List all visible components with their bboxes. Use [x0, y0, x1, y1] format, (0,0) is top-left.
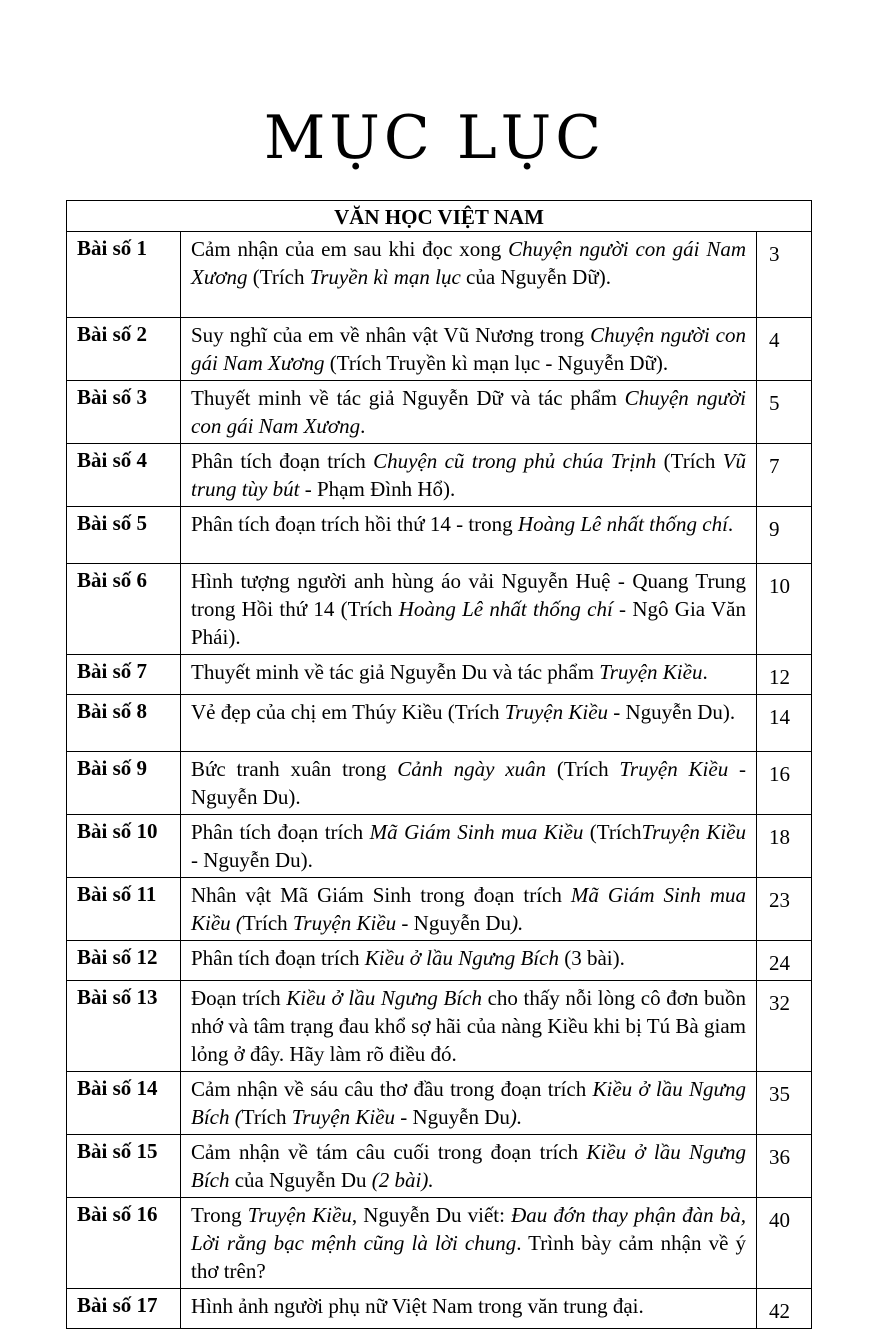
entry-title-italic: Hoàng Lê nhất thống chí [398, 597, 613, 621]
entry-title-italic: Hoàng Lê nhất thống chí [517, 512, 728, 536]
entry-label: Bài số 3 [67, 381, 181, 444]
entry-title-text: (Trích [546, 757, 620, 781]
entry-page-number: 35 [757, 1072, 812, 1135]
entry-title [181, 655, 757, 695]
entry-title-text: . Trình bày cảm nhận về ý thơ trên? [191, 1231, 746, 1283]
entry-title-italic: Đau đớn thay phận đàn bà, Lời rằng bạc mệnh cũng là lời chung [191, 1203, 746, 1255]
entry-title-text: - Nguyễn Du). [191, 757, 747, 809]
entry-label: Bài số 17 [67, 1289, 181, 1329]
entry-title-italic: ). [511, 911, 524, 935]
entry-title [181, 1072, 757, 1135]
entry-label: Bài số 2 [67, 318, 181, 381]
entry-title [181, 1198, 757, 1289]
entry-title [181, 318, 757, 381]
entry-title-text: của Nguyễn Dữ). [460, 265, 611, 289]
entry-title-italic: (2 bài). [371, 1168, 434, 1192]
entry-label: Bài số 11 [67, 878, 181, 941]
toc-entry-row [67, 815, 812, 878]
entry-label: Bài số 6 [67, 564, 181, 655]
entry-page-number: 23 [757, 878, 812, 941]
entry-title-text: Nhân vật Mã Giám Sinh trong đoạn trích [191, 883, 571, 907]
toc-entry-row [67, 381, 812, 444]
entry-title [181, 981, 757, 1072]
toc-entry-row [67, 232, 812, 318]
entry-title-text: (Trích [656, 449, 723, 473]
entry-title-text: Hình tượng người anh hùng áo vải Nguyễn Huệ - Quang Trung trong Hồi thứ 14 (Trích [191, 569, 746, 621]
entry-title-text: Đoạn trích [191, 986, 287, 1010]
entry-label: Bài số 15 [67, 1135, 181, 1198]
entry-label: Bài số 5 [67, 507, 181, 564]
entry-title-text: Phân tích đoạn trích [191, 820, 370, 844]
entry-label: Bài số 9 [67, 752, 181, 815]
entry-title [181, 1289, 757, 1329]
entry-title-text: - Nguyễn Du). [608, 700, 736, 724]
entry-title-text: của Nguyễn Du [229, 1168, 372, 1192]
entry-title-text: Phân tích đoạn trích hồi thứ 14 - trong [191, 512, 518, 536]
entry-title [181, 232, 757, 318]
entry-page-number: 36 [757, 1135, 812, 1198]
entry-title-italic: Truyền kì mạn lục [309, 265, 461, 289]
entry-title-text: (Trích Truyền kì mạn lục - Nguyễn Dữ). [324, 351, 669, 375]
toc-entry-row [67, 507, 812, 564]
entry-title-italic: Kiều ở lầu Ngưng Bích ( [191, 1077, 746, 1129]
toc-entry-row [67, 752, 812, 815]
entry-page-number: 7 [757, 444, 812, 507]
toc-entry-row [67, 564, 812, 655]
entry-label: Bài số 1 [67, 232, 181, 318]
entry-title-text: , Nguyễn Du viết: [351, 1203, 512, 1227]
toc-entry-row [67, 655, 812, 695]
entry-title-text: Trích [242, 911, 293, 935]
toc-entry-row [67, 941, 812, 981]
entry-title-italic: Chuyện cũ trong phủ chúa Trịnh [373, 449, 657, 473]
entry-title-italic: Mã Giám Sinh mua Kiều ( [191, 883, 746, 935]
entry-title-text: . [727, 512, 734, 536]
entry-title-text: Vẻ đẹp của chị em Thúy Kiều (Trích [191, 700, 505, 724]
entry-title-italic: Truyện Kiều [599, 660, 703, 684]
entry-title-text: . [360, 414, 366, 438]
entry-title-text: - Ngô Gia Văn Phái). [191, 597, 746, 649]
entry-title-italic: Chuyện người con gái Nam Xương [191, 386, 746, 438]
entry-title-text: . [702, 660, 708, 684]
entry-label: Bài số 7 [67, 655, 181, 695]
entry-title-text: Trong [191, 1203, 248, 1227]
toc-table [66, 200, 812, 1329]
entry-title [181, 507, 757, 564]
toc-entry-row [67, 318, 812, 381]
entry-title [181, 564, 757, 655]
entry-title-italic: Kiều ở lầu Ngưng Bích [191, 1140, 746, 1192]
entry-title-italic: Mã Giám Sinh mua Kiều [369, 820, 584, 844]
entry-title-italic: Truyện Kiều [247, 1203, 352, 1227]
entry-title-text: (Trích [583, 820, 642, 844]
toc-entry-row [67, 1198, 812, 1289]
entry-title [181, 752, 757, 815]
entry-title [181, 444, 757, 507]
entry-page-number: 40 [757, 1198, 812, 1289]
entry-title-text: - Nguyễn Du [396, 911, 512, 935]
entry-title-text: - Phạm Đình Hổ). [299, 477, 456, 501]
toc-entry-row [67, 981, 812, 1072]
entry-title [181, 1135, 757, 1198]
entry-label: Bài số 14 [67, 1072, 181, 1135]
entry-page-number: 5 [757, 381, 812, 444]
entry-label: Bài số 8 [67, 695, 181, 752]
entry-title-italic: Chuyện người con gái Nam Xương [191, 237, 746, 289]
entry-page-number: 12 [757, 655, 812, 695]
section-row [67, 201, 812, 232]
toc-entry-row [67, 878, 812, 941]
entry-page-number: 42 [757, 1289, 812, 1329]
entry-title-text: Phân tích đoạn trích [191, 946, 365, 970]
entry-title-italic: Cảnh ngày xuân [397, 757, 547, 781]
entry-title-italic: Chuyện người con gái Nam Xương [191, 323, 747, 375]
entry-title-text: (3 bài). [558, 946, 625, 970]
entry-label: Bài số 13 [67, 981, 181, 1072]
entry-title-italic: Truyện Kiều [641, 820, 747, 844]
entry-page-number: 3 [757, 232, 812, 318]
entry-title-text: Hình ảnh người phụ nữ Việt Nam trong văn trung đại. [191, 1294, 644, 1318]
toc-entry-row [67, 1289, 812, 1329]
entry-title-text: - Nguyễn Du [394, 1105, 510, 1129]
entry-page-number: 9 [757, 507, 812, 564]
section-heading: VĂN HỌC VIỆT NAM [67, 201, 812, 232]
entry-title [181, 695, 757, 752]
entry-title-italic: Truyện Kiều [619, 757, 729, 781]
entry-page-number: 14 [757, 695, 812, 752]
toc-entry-row [67, 444, 812, 507]
entry-title-text: Bức tranh xuân trong [191, 757, 398, 781]
page-title: MỤC LỤC [263, 103, 606, 173]
entry-title-italic: ). [509, 1105, 523, 1129]
entry-title-text: Cảm nhận về sáu câu thơ đầu trong đoạn trích [191, 1077, 593, 1101]
toc-body [67, 201, 812, 1329]
entry-label: Bài số 12 [67, 941, 181, 981]
toc-entry-row [67, 695, 812, 752]
toc-entry-row [67, 1072, 812, 1135]
entry-title-text: Suy nghĩ của em về nhân vật Vũ Nương trong [191, 323, 591, 347]
entry-page-number: 4 [757, 318, 812, 381]
entry-title-italic: Truyện Kiều [504, 700, 609, 724]
entry-page-number: 32 [757, 981, 812, 1072]
entry-title-text: Thuyết minh về tác giả Nguyễn Dữ và tác phẩm [191, 386, 625, 410]
entry-title-text: cho thấy nỗi lòng cô đơn buồn nhớ và tâm trạng đau khổ sợ hãi của nàng Kiều khi bị Tú Bà giam lỏng ở đây. Hãy làm rõ điều đó. [191, 986, 746, 1066]
entry-page-number: 10 [757, 564, 812, 655]
entry-label: Bài số 4 [67, 444, 181, 507]
entry-title-italic: Kiều ở lầu Ngưng Bích [364, 946, 559, 970]
entry-page-number: 18 [757, 815, 812, 878]
entry-title [181, 381, 757, 444]
entry-title-text: - Nguyễn Du). [191, 848, 313, 872]
entry-title-text: (Trích [247, 265, 310, 289]
toc-entry-row [67, 1135, 812, 1198]
entry-label: Bài số 16 [67, 1198, 181, 1289]
entry-title-italic: Vũ trung tùy bút [191, 449, 747, 501]
entry-label: Bài số 10 [67, 815, 181, 878]
entry-title [181, 941, 757, 981]
entry-title-text: Cảm nhận về tám câu cuối trong đoạn trích [191, 1140, 587, 1164]
entry-title [181, 878, 757, 941]
entry-title-text: Phân tích đoạn trích [191, 449, 374, 473]
entry-title-text: Cảm nhận của em sau khi đọc xong [191, 237, 509, 261]
entry-title-italic: Truyện Kiều [291, 1105, 395, 1129]
entry-page-number: 24 [757, 941, 812, 981]
entry-title-text: Trích [241, 1105, 292, 1129]
entry-title-italic: Kiều ở lầu Ngưng Bích [286, 986, 482, 1010]
entry-title [181, 815, 757, 878]
entry-title-italic: Truyện Kiều [292, 911, 397, 935]
entry-title-text: Thuyết minh về tác giả Nguyễn Du và tác phẩm [191, 660, 600, 684]
entry-page-number: 16 [757, 752, 812, 815]
